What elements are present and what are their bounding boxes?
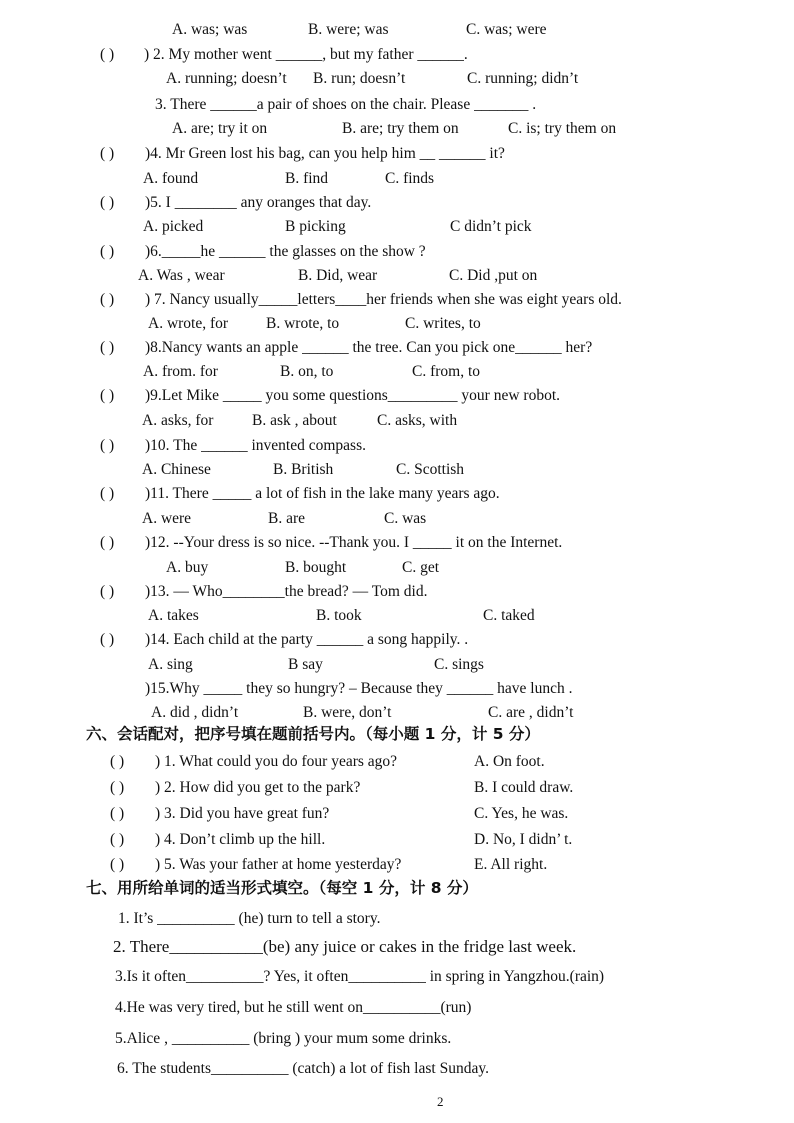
q8-option-b: B. on, to (280, 363, 334, 380)
q3-option-b: B. are; try them on (342, 120, 459, 137)
q5-option-b: B picking (285, 218, 346, 235)
q4-option-a: A. found (143, 170, 199, 187)
answer-bracket[interactable]: ( ) (100, 437, 115, 454)
q15-option-a: A. did , didn’t (151, 704, 239, 721)
q12-option-c: C. get (402, 559, 440, 576)
q15-stem: )15.Why _____ they so hungry? – Because they ______ have lunch . (145, 680, 573, 697)
fill-blank-6: 6. The students__________ (catch) a lot of fish last Sunday. (117, 1060, 489, 1077)
q6-option-a: A. Was , wear (138, 267, 225, 284)
q15-option-b: B. were, don’t (303, 704, 392, 721)
fill-blank-1: 1. It’s __________ (he) turn to tell a story. (118, 910, 381, 927)
q14-option-b: B say (288, 656, 323, 673)
section-7-title: 七、用所给单词的适当形式填空。（每空 1 分，计 8 分） (86, 879, 478, 897)
q8-option-a: A. from. for (143, 363, 218, 380)
q1-option-c: C. was; were (466, 21, 547, 38)
q9-option-c: C. asks, with (377, 412, 458, 429)
q2-option-b: B. run; doesn’t (313, 70, 406, 87)
q1-option-a: A. was; was (172, 21, 248, 38)
answer-bracket[interactable]: ( ) (110, 831, 125, 848)
answer-bracket[interactable]: ( ) (110, 805, 125, 822)
q10-option-a: A. Chinese (142, 461, 211, 478)
page-number: 2 (437, 1094, 444, 1109)
q4-option-b: B. find (285, 170, 329, 187)
fill-blank-2: 2. There___________(be) any juice or cakes in the fridge last week. (113, 937, 577, 956)
q3-option-c: C. is; try them on (508, 120, 617, 137)
q14-stem: )14. Each child at the party ______ a song happily. . (145, 631, 469, 648)
q12-option-a: A. buy (166, 559, 209, 576)
q7-stem: ) 7. Nancy usually_____letters____her friends when she was eight years old. (145, 291, 622, 308)
answer-bracket[interactable]: ( ) (100, 631, 115, 648)
dialog-question-5: ) 5. Was your father at home yesterday? (155, 856, 402, 873)
q12-option-b: B. bought (285, 559, 347, 576)
q4-option-c: C. finds (385, 170, 435, 187)
answer-bracket[interactable]: ( ) (100, 291, 115, 308)
answer-bracket[interactable]: ( ) (100, 194, 115, 211)
q2-option-c: C. running; didn’t (467, 70, 579, 87)
q3-stem: 3. There ______a pair of shoes on the chair. Please _______ . (155, 96, 537, 113)
answer-bracket[interactable]: ( ) (110, 856, 125, 873)
q6-stem: )6._____he ______ the glasses on the show ? (145, 243, 426, 260)
fill-blank-3: 3.Is it often__________? Yes, it often__________ in spring in Yangzhou.(rain) (115, 968, 605, 985)
q11-stem: )11. There _____ a lot of fish in the lake many years ago. (145, 485, 500, 502)
dialog-question-4: ) 4. Don’t climb up the hill. (155, 831, 326, 848)
fill-blank-4: 4.He was very tired, but he still went on__________(run) (115, 999, 472, 1016)
q10-option-b: B. British (273, 461, 334, 478)
answer-bracket[interactable]: ( ) (100, 339, 115, 356)
q13-option-c: C. taked (483, 607, 535, 624)
q12-stem: )12. --Your dress is so nice. --Thank you. I _____ it on the Internet. (145, 534, 563, 551)
q9-option-b: B. ask , about (252, 412, 337, 429)
dialog-answer-e: E. All right. (474, 856, 548, 873)
dialog-answer-a: A. On foot. (474, 753, 545, 770)
answer-bracket[interactable]: ( ) (110, 753, 125, 770)
q9-option-a: A. asks, for (142, 412, 214, 429)
answer-bracket[interactable]: ( ) (100, 145, 115, 162)
answer-bracket[interactable]: ( ) (100, 243, 115, 260)
section-6-title: 六、会话配对，把序号填在题前括号内。（每小题 1 分，计 5 分） (86, 725, 540, 743)
q9-stem: )9.Let Mike _____ you some questions_________ your new robot. (145, 387, 561, 404)
q6-option-c: C. Did ,put on (449, 267, 538, 284)
answer-bracket[interactable]: ( ) (100, 485, 115, 502)
fill-blank-5: 5.Alice , __________ (bring ) your mum some drinks. (115, 1030, 452, 1047)
answer-bracket[interactable]: ( ) (110, 779, 125, 796)
q11-option-b: B. are (268, 510, 306, 527)
q1-option-b: B. were; was (308, 21, 389, 38)
answer-bracket[interactable]: ( ) (100, 46, 115, 63)
dialog-answer-d: D. No, I didn’ t. (474, 831, 573, 848)
q3-option-a: A. are; try it on (172, 120, 268, 137)
dialog-question-2: ) 2. How did you get to the park? (155, 779, 361, 796)
answer-bracket[interactable]: ( ) (100, 387, 115, 404)
dialog-question-3: ) 3. Did you have great fun? (155, 805, 330, 822)
q11-option-a: A. were (142, 510, 192, 527)
q13-option-b: B. took (316, 607, 362, 624)
q8-option-c: C. from, to (412, 363, 481, 380)
q5-option-a: A. picked (143, 218, 204, 235)
q7-option-c: C. writes, to (405, 315, 481, 332)
q6-option-b: B. Did, wear (298, 267, 378, 284)
dialog-answer-b: B. I could draw. (474, 779, 574, 796)
answer-bracket[interactable]: ( ) (100, 534, 115, 551)
q13-option-a: A. takes (148, 607, 199, 624)
answer-bracket[interactable]: ( ) (100, 583, 115, 600)
q4-stem: )4. Mr Green lost his bag, can you help him __ ______ it? (145, 145, 505, 162)
q2-option-a: A. running; doesn’t (166, 70, 287, 87)
q14-option-a: A. sing (148, 656, 193, 673)
q15-option-c: C. are , didn’t (488, 704, 574, 721)
dialog-answer-c: C. Yes, he was. (474, 805, 569, 822)
q5-stem: )5. I ________ any oranges that day. (145, 194, 372, 211)
q10-stem: )10. The ______ invented compass. (145, 437, 366, 454)
q7-option-a: A. wrote, for (148, 315, 229, 332)
q8-stem: )8.Nancy wants an apple ______ the tree. Can you pick one______ her? (145, 339, 593, 356)
q13-stem: )13. — Who________the bread? — Tom did. (145, 583, 428, 600)
q11-option-c: C. was (384, 510, 427, 527)
q5-option-c: C didn’t pick (450, 218, 532, 235)
q14-option-c: C. sings (434, 656, 484, 673)
q10-option-c: C. Scottish (396, 461, 465, 478)
q7-option-b: B. wrote, to (266, 315, 340, 332)
q2-stem: ) 2. My mother went ______, but my father ______. (144, 46, 468, 63)
dialog-question-1: ) 1. What could you do four years ago? (155, 753, 398, 770)
